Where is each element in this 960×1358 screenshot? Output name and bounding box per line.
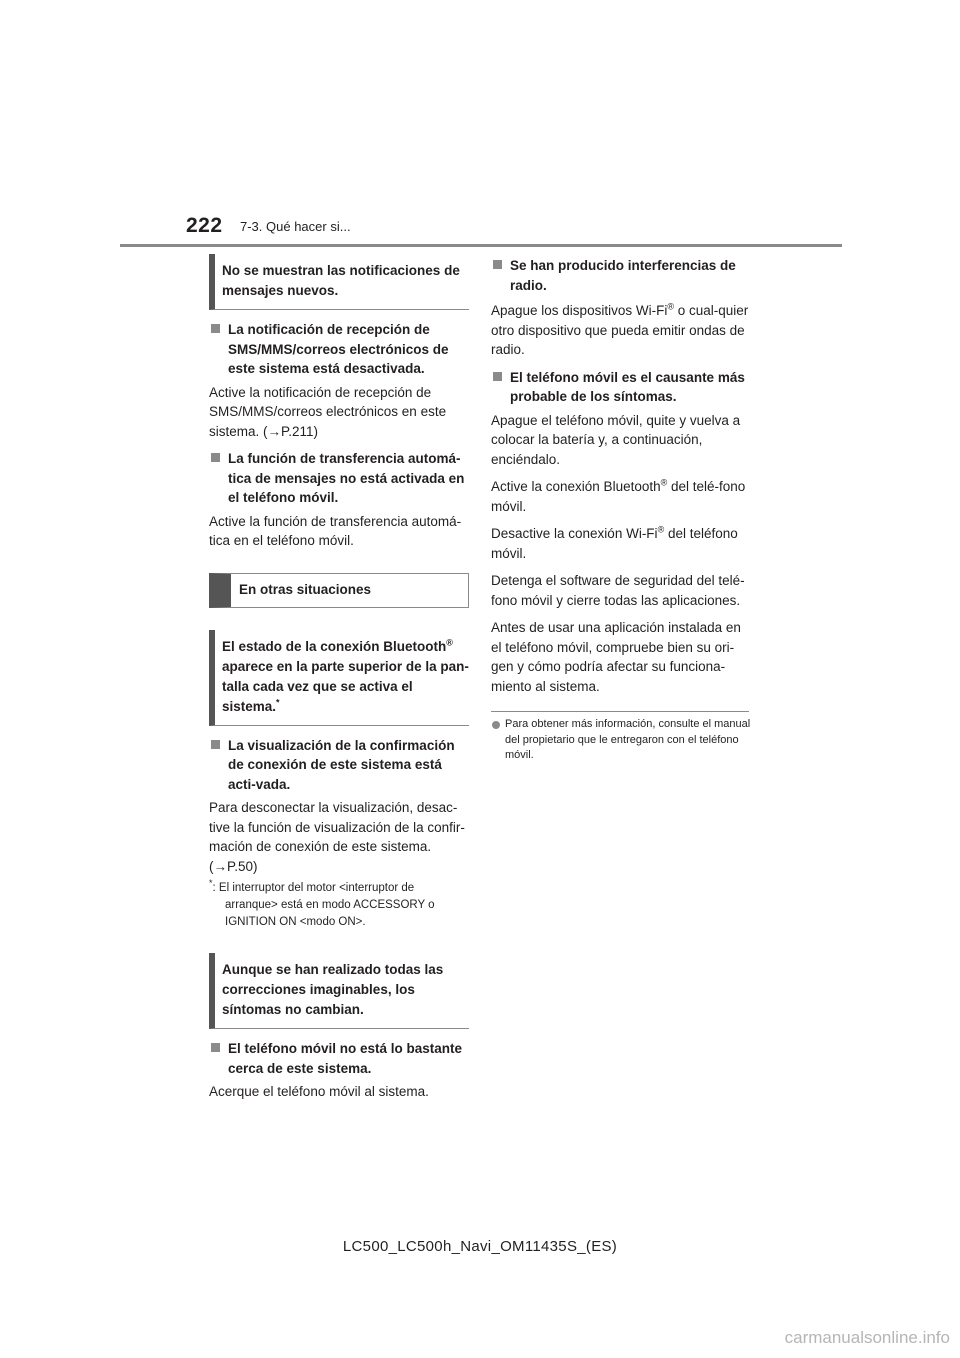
paragraph-text: Active la notificación de recepción de SMS/MMS/correos electrónicos en este sistema. ( [209, 384, 447, 439]
footnote-text: : El interruptor del motor <interruptor de arranque> está en modo ACCESSORY o IGNITION ON <modo ON>. [212, 882, 435, 928]
section-title: 7-3. Qué hacer si... [240, 219, 351, 234]
paragraph-disable-confirmation [209, 798, 469, 876]
paragraph-text: Para desconectar la visualización, desac-tive la función de visualización de la confir-mación de conexión de este sistema. [209, 800, 465, 854]
tip-more-information: Para obtener más información, consulte el manual del propietario que le entregaron con el teléfono móvil. [491, 717, 751, 764]
right-column [491, 254, 751, 764]
paragraph-restart-phone: Apague el teléfono móvil, quite y vuelva a colocar la batería y, a continuación, enciéndalo. [491, 412, 741, 467]
footnote-marker: * [276, 697, 280, 707]
registered-mark: ® [660, 477, 668, 488]
header-rule [120, 244, 842, 247]
heading-bluetooth-status [209, 630, 469, 726]
paragraph-check-apps: Antes de usar una aplicación instalada en el teléfono móvil, compruebe bien su ori-gen y cómo podría afectar su funciona-miento al sistema. [491, 620, 741, 694]
heading-text-a: El estado de la conexión Bluetooth [222, 638, 447, 654]
registered-mark: ® [657, 524, 665, 535]
tips-rule [491, 711, 749, 712]
paragraph-activate-bluetooth [491, 477, 751, 516]
footnote [209, 880, 469, 931]
paragraph-disable-wifi [491, 524, 751, 563]
left-column [209, 254, 469, 1102]
watermark: carmanualsonline.info [784, 1328, 950, 1347]
bullet-phone-too-far: El teléfono móvil no está lo bastante cerca de este sistema. [209, 1039, 469, 1078]
heading-symptoms-persist: Aunque se han realizado todas las correcciones imaginables, los síntomas no cambian. [209, 953, 469, 1029]
footer-document-code: LC500_LC500h_Navi_OM11435S_(ES) [342, 1238, 618, 1255]
paragraph-text-b: o cual-quier otro dispositivo que pueda emitir ondas de radio. [491, 303, 749, 357]
paragraph-text-a: Active la conexión Bluetooth [491, 479, 661, 494]
paragraph-stop-security-software: Detenga el software de seguridad del telé-fono móvil y cierre todas las aplicaciones. [491, 573, 745, 608]
page-number: 222 [186, 214, 223, 237]
arrow-icon: → [213, 858, 227, 874]
registered-mark: ® [667, 301, 674, 312]
paragraph-activate-notification [209, 383, 469, 442]
bullet-radio-interference: Se han producido interferencias de radio. [491, 256, 751, 295]
paragraph-text-a: Apague los dispositivos Wi-Fi [491, 303, 668, 318]
bullet-connection-confirmation-on: La visualización de la confirmación de conexión de este sistema está acti-vada. [209, 736, 469, 795]
paragraph-text-b: del telé-fono móvil. [491, 479, 746, 514]
paren-open: ( [209, 858, 214, 874]
arrow-icon: → [267, 423, 282, 439]
heading-other-situations: En otras situaciones [209, 573, 469, 608]
heading-no-notifications: No se muestran las notificaciones de mensajes nuevos. [209, 254, 469, 310]
page-reference-211[interactable]: P.211) [281, 423, 319, 439]
paragraph-bring-phone-closer: Acerque el teléfono móvil al sistema. [209, 1084, 429, 1099]
registered-mark: ® [446, 637, 453, 647]
paragraph-turn-off-wifi-devices [491, 301, 751, 360]
footnote-marker: * [209, 878, 213, 889]
bullet-auto-transfer-off: La función de transferencia automá-tica de mensajes no está activada en el teléfono móvil. [209, 449, 469, 508]
paragraph-text-b: del teléfono móvil. [491, 526, 738, 561]
page-reference-50[interactable]: P.50) [227, 858, 258, 874]
paragraph-activate-auto-transfer: Active la función de transferencia automá-tica en el teléfono móvil. [209, 513, 462, 548]
heading-text-b: aparece en la parte superior de la pan-talla cada vez que se activa el sistema. [222, 658, 469, 714]
paragraph-text-a: Desactive la conexión Wi-Fi [491, 526, 658, 541]
bullet-sms-notification-off: La notificación de recepción de SMS/MMS/correos electrónicos de este sistema está desactivada. [209, 320, 469, 379]
bullet-phone-likely-cause: El teléfono móvil es el causante más probable de los síntomas. [491, 368, 751, 407]
